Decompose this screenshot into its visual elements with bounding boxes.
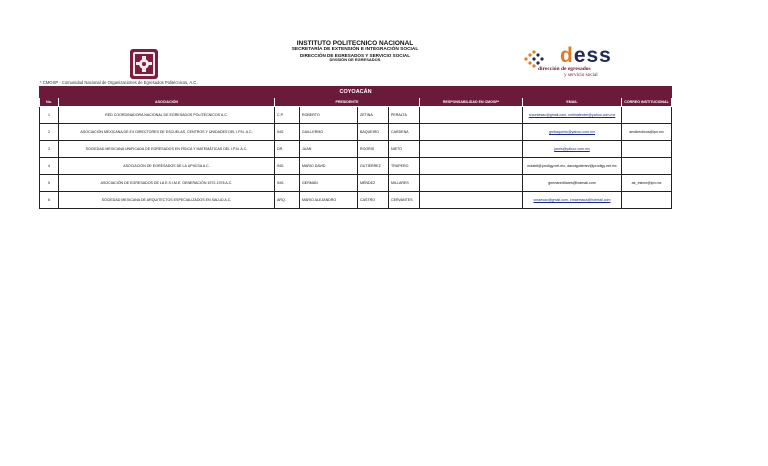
- table-row: [40, 158, 672, 175]
- institutional-email-cell: [622, 158, 672, 175]
- president-title: ARQ.: [275, 192, 300, 209]
- email-cell: mdabit@prodigy.net.mx, dacotgutierrez@prodigy.net.mx: [523, 158, 622, 175]
- section-title: COYOACÁN: [40, 87, 672, 98]
- ipn-logo-icon: [128, 47, 160, 81]
- dess-wordmark: dess: [560, 44, 612, 67]
- institution-name: INSTITUTO POLITECNICO NACIONAL: [296, 40, 414, 47]
- president-title: C.P.: [275, 107, 300, 124]
- row-number: 3: [40, 141, 59, 158]
- responsibility-cell: [420, 124, 523, 141]
- institutional-email-cell: [622, 192, 672, 209]
- col-header-president: PRESIDENTE: [275, 98, 420, 107]
- president-last-name-2: TRAPERO: [389, 158, 420, 175]
- institutional-email-cell: ae_esime@ipn.mx: [622, 175, 672, 192]
- president-last-name-2: PERALTA: [389, 107, 420, 124]
- email-cell[interactable]: cmaesac@gmail.com, cmaemaca@hotmail.com: [523, 192, 622, 209]
- president-first-name: JUAN: [300, 141, 358, 158]
- col-header-responsibility: RESPONSABILIDAD EN CMOSP*: [420, 98, 523, 107]
- section-band: [40, 87, 672, 98]
- col-header-institutional-email: CORREO INSTITUCIONAL: [622, 98, 672, 107]
- associations-table: [39, 86, 671, 209]
- col-header-association: ASOCIACIÓN: [59, 98, 275, 107]
- president-last-name-2: CARDENA: [389, 124, 420, 141]
- table-row: [40, 124, 672, 141]
- division-name: DIVISIÓN DE EGRESADOS: [329, 57, 381, 63]
- president-first-name: GERMÁN: [300, 175, 358, 192]
- president-title: ING.: [275, 124, 300, 141]
- email-cell[interactable]: gmbaqueiro@yahoo.com.mx: [523, 124, 622, 141]
- president-last-name-1: CASTRO: [358, 192, 389, 209]
- table-row: [40, 141, 672, 158]
- association-name: SOCIEDAD MEXICANA UNIFICADA DE EGRESADOS EN FÍSICA Y MATEMÁTICAS DEL I.P.N. A.C.: [59, 141, 275, 158]
- association-name: RED COORDINADORA NACIONAL DE EGRESADOS POLITÉCNICOS A.C.: [59, 107, 275, 124]
- responsibility-cell: [420, 107, 523, 124]
- president-last-name-1: ROORIS: [358, 141, 389, 158]
- president-last-name-2: NIETO: [389, 141, 420, 158]
- institutional-email-cell: amdirectivos@ipn.mx: [622, 124, 672, 141]
- president-title: ING.: [275, 158, 300, 175]
- email-cell: germanmillares@hotmail.com: [523, 175, 622, 192]
- dess-subtitle-1: dirección de egresados: [538, 66, 591, 72]
- row-number: 1: [40, 107, 59, 124]
- president-first-name: MARIO ALEJANDRO: [300, 192, 358, 209]
- responsibility-cell: [420, 158, 523, 175]
- table-row: [40, 192, 672, 209]
- president-last-name-1: MÉNDEZ: [358, 175, 389, 192]
- association-name: ASOCIACIÓN DE EGRESADOS DE LA E.S.I.M.E. GENERACIÓN 1972-1976 A.C.: [59, 175, 275, 192]
- association-name: ASOCIACIÓN MEXICANA DE EX DIRECTORES DE ESCUELAS, CENTROS Y UNIDADES DEL I.P.N. A.C.: [59, 124, 275, 141]
- dess-logo: [520, 46, 640, 78]
- row-number: 5: [40, 175, 59, 192]
- association-name: ASOCIACIÓN DE EGRESADOS DE LA UPIICSA A.C.: [59, 158, 275, 175]
- president-last-name-1: GUTIÉRREZ: [358, 158, 389, 175]
- secretariat-name: SECRETARÍA DE EXTENSIÓN E INTEGRACIÓN SOCIAL: [291, 47, 419, 53]
- table-row: [40, 175, 672, 192]
- responsibility-cell: [420, 141, 523, 158]
- row-number: 6: [40, 192, 59, 209]
- president-first-name: MARIO DAVID: [300, 158, 358, 175]
- responsibility-cell: [420, 175, 523, 192]
- president-title: DR.: [275, 141, 300, 158]
- president-last-name-1: ZETINA: [358, 107, 389, 124]
- association-name: SOCIEDAD MEXICANA DE ARQUITECTOS ESPECIALIZADOS EN SALUD A.C.: [59, 192, 275, 209]
- direction-name: DIRECCIÓN DE EGRESADOS Y SERVICIO SOCIAL: [299, 52, 411, 58]
- row-number: 2: [40, 124, 59, 141]
- email-cell[interactable]: rzcontesac@gmail.com, rzetinaferder@yahoo.com.mx: [523, 107, 622, 124]
- table-header-row: [40, 98, 672, 107]
- email-cell[interactable]: jaoris@yahoo.com.mx: [523, 141, 622, 158]
- president-first-name: GUILLERMO: [300, 124, 358, 141]
- institutional-email-cell: [622, 141, 672, 158]
- dess-subtitle-2: y servicio social: [564, 72, 598, 78]
- footnote: * CMOSP - Comunidad Nacional de Organizaciones de Egresados Politécnicos, A.C.: [40, 80, 198, 85]
- institutional-email-cell: [622, 107, 672, 124]
- president-last-name-2: MILLARES: [389, 175, 420, 192]
- president-title: ING.: [275, 175, 300, 192]
- col-header-no: No.: [40, 98, 59, 107]
- president-last-name-2: CERVANTES: [389, 192, 420, 209]
- president-last-name-1: BAQUEIRO: [358, 124, 389, 141]
- table-row: [40, 107, 672, 124]
- col-header-email: EMAIL: [523, 98, 622, 107]
- responsibility-cell: [420, 192, 523, 209]
- president-first-name: ROBERTO: [300, 107, 358, 124]
- institution-header: [250, 40, 460, 63]
- row-number: 4: [40, 158, 59, 175]
